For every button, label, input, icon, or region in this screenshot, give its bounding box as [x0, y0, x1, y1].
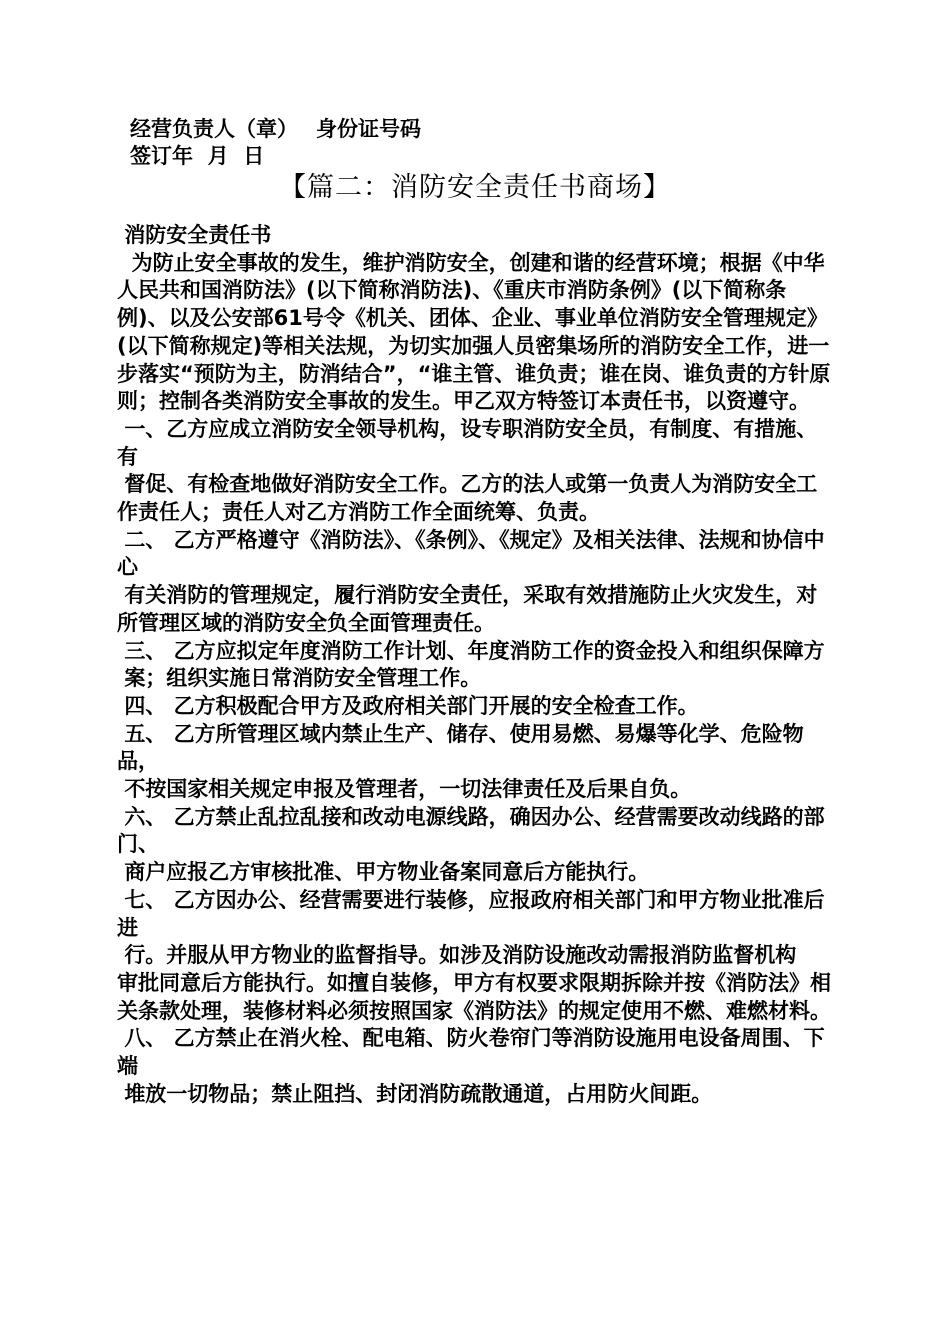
signer-label: 经营负责人（章）: [130, 117, 298, 141]
document-title: 消防安全责任书: [117, 223, 272, 247]
section-heading: 【篇二：消防安全责任书商场】: [279, 172, 671, 203]
paragraph: 五、 乙方所管理区域内禁止生产、储存、使用易燃、易爆等化学、危险物品，: [117, 721, 804, 774]
document-body: [117, 222, 837, 1109]
paragraph: 八、 乙方禁止在消火栓、配电箱、防火卷帘门等消防设施用电设备周围、下端: [117, 1026, 825, 1079]
paragraph: 行。并服从甲方物业的监督指导。如涉及消防设施改动需报消防监督机构: [117, 943, 797, 968]
paragraph: 三、 乙方应拟定年度消防工作计划、年度消防工作的资金投入和组织保障方: [117, 638, 825, 663]
signer-line: [130, 116, 421, 143]
signature-block: [130, 116, 421, 170]
paragraph: 七、 乙方因办公、经营需要进行装修，应报政府相关部门和甲方物业批准后进: [117, 887, 825, 940]
paragraph: 六、 乙方禁止乱拉乱接和改动电源线路，确因办公、经营需要改动线路的部门、: [117, 804, 825, 857]
paragraph: 堆放一切物品；禁止阻挡、封闭消防疏散通道，占用防火间距。: [117, 1081, 713, 1106]
paragraph: 审批同意后方能执行。如擅自装修，甲方有权要求限期拆除并按《消防法》相关条款处理，装修材料必须按照国家《消防法》的规定使用不燃、难燃材料。: [117, 970, 831, 1023]
paragraph: 为防止安全事故的发生，维护消防安全，创建和谐的经营环境；根据《中华人民共和国消防法》(以下简称消防法)、《重庆市消防条例》(以下简称条例)、以及公安部61号令《机关、团体、企业、事业单位消防安全管理规定》(以下简称规定)等相关法规，为切实加强人员密集场所的消防安全工作，进一步落实“预防为主，防消结合”，“谁主管、谁负责；谁在岗、谁负责的方针原则；控制各类消防安全事故的发生。甲乙双方特签订本责任书，以资遵守。: [117, 250, 831, 414]
date-label: 签订年 月 日: [130, 144, 265, 168]
paragraph: 案；组织实施日常消防安全管理工作。: [117, 666, 482, 691]
paragraph: 一、乙方应成立消防安全领导机构，设专职消防安全员，有制度、有措施、有: [117, 416, 818, 469]
paragraph: 商户应报乙方审核批准、甲方物业备案同意后方能执行。: [117, 860, 650, 885]
paragraph: 不按国家相关规定申报及管理者，一切法律责任及后果自负。: [117, 777, 692, 802]
paragraph: 有关消防的管理规定，履行消防安全责任，采取有效措施防止火灾发生，对所管理区域的消防安全负全面管理责任。: [117, 583, 818, 635]
paragraph: 二、 乙方严格遵守《消防法》、《条例》、《规定》及相关法律、法规和协信中心: [117, 527, 825, 580]
paragraph: 四、 乙方积极配合甲方及政府相关部门开展的安全检查工作。: [117, 693, 699, 718]
date-line: [130, 143, 421, 170]
paragraph: 督促、有检查地做好消防安全工作。乙方的法人或第一负责人为消防安全工作责任人；责任人对乙方消防工作全面统筹、负责。: [117, 472, 818, 525]
id-number-label: 身份证号码: [316, 117, 421, 141]
